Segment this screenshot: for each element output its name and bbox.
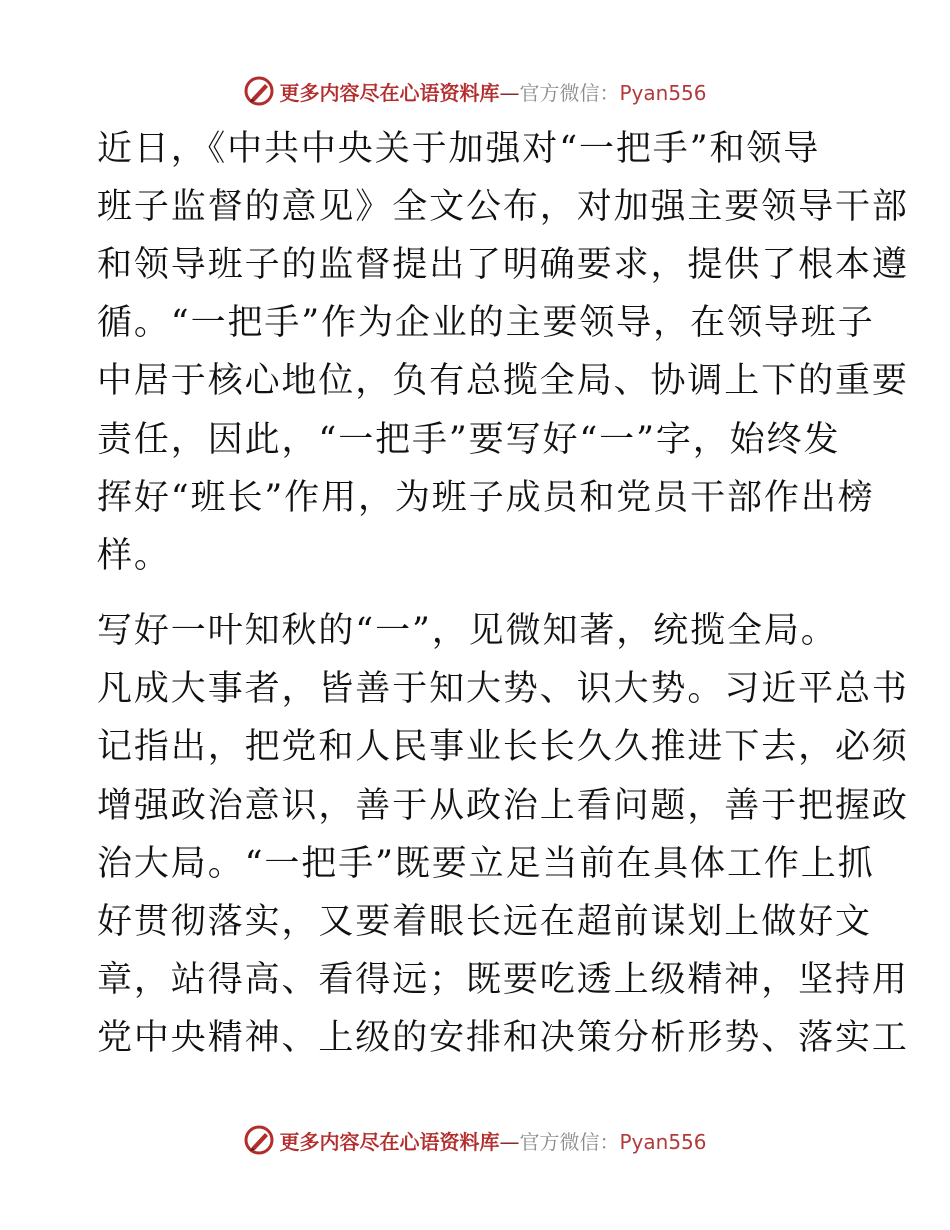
- text-line: 样。: [97, 536, 171, 576]
- text-line: 中居于核心地位，负有总揽全局、协调上下的重要: [97, 361, 909, 401]
- footer-watermark: [0, 1120, 950, 1160]
- watermark-account: Pyan556: [619, 1129, 707, 1154]
- pen-logo-icon: [243, 1124, 275, 1156]
- text-line: 写好一叶知秋的“一”，见微知著，统揽全局。: [97, 611, 838, 651]
- watermark-text: [279, 77, 706, 106]
- text-line: 班子监督的意见》全文公布，对加强主要领导干部: [97, 187, 909, 227]
- text-line: 章，站得高、看得远；既要吃透上级精神，坚持用: [97, 960, 909, 1000]
- text-line: 好贯彻落实，又要着眼长远在超前谋划上做好文: [97, 902, 872, 942]
- text-line: 凡成大事者，皆善于知大势、识大势。习近平总书: [97, 669, 909, 709]
- watermark-dash: —: [499, 80, 520, 105]
- text-line: 近日，《中共中央关于加强对“一把手”和领导: [97, 129, 821, 169]
- watermark-brand: 更多内容尽在心语资料库: [279, 1129, 500, 1154]
- watermark-label: 官方微信：: [519, 80, 620, 105]
- text-line: 记指出，把党和人民事业长长久久推进下去，必须: [97, 727, 909, 767]
- watermark-brand: 更多内容尽在心语资料库: [279, 80, 500, 105]
- text-line: 挥好“班长”作用，为班子成员和党员干部作出榜: [97, 478, 875, 518]
- watermark-dash: —: [499, 1129, 520, 1154]
- text-line: 和领导班子的监督提出了明确要求，提供了根本遵: [97, 245, 909, 285]
- watermark-label: 官方微信：: [519, 1129, 620, 1154]
- text-line: 循。“一把手”作为企业的主要领导，在领导班子: [97, 303, 875, 343]
- text-line: 党中央精神、上级的安排和决策分析形势、落实工: [97, 1018, 909, 1058]
- text-line: 责任，因此，“一把手”要写好“一”字，始终发: [97, 420, 841, 460]
- text-line: 治大局。“一把手”既要立足当前在具体工作上抓: [97, 844, 875, 884]
- watermark-account: Pyan556: [619, 80, 707, 105]
- text-line: 增强政治意识，善于从政治上看问题，善于把握政: [97, 786, 909, 826]
- header-watermark: [0, 71, 950, 111]
- watermark-text: [279, 1126, 706, 1155]
- pen-logo-icon: [243, 75, 275, 107]
